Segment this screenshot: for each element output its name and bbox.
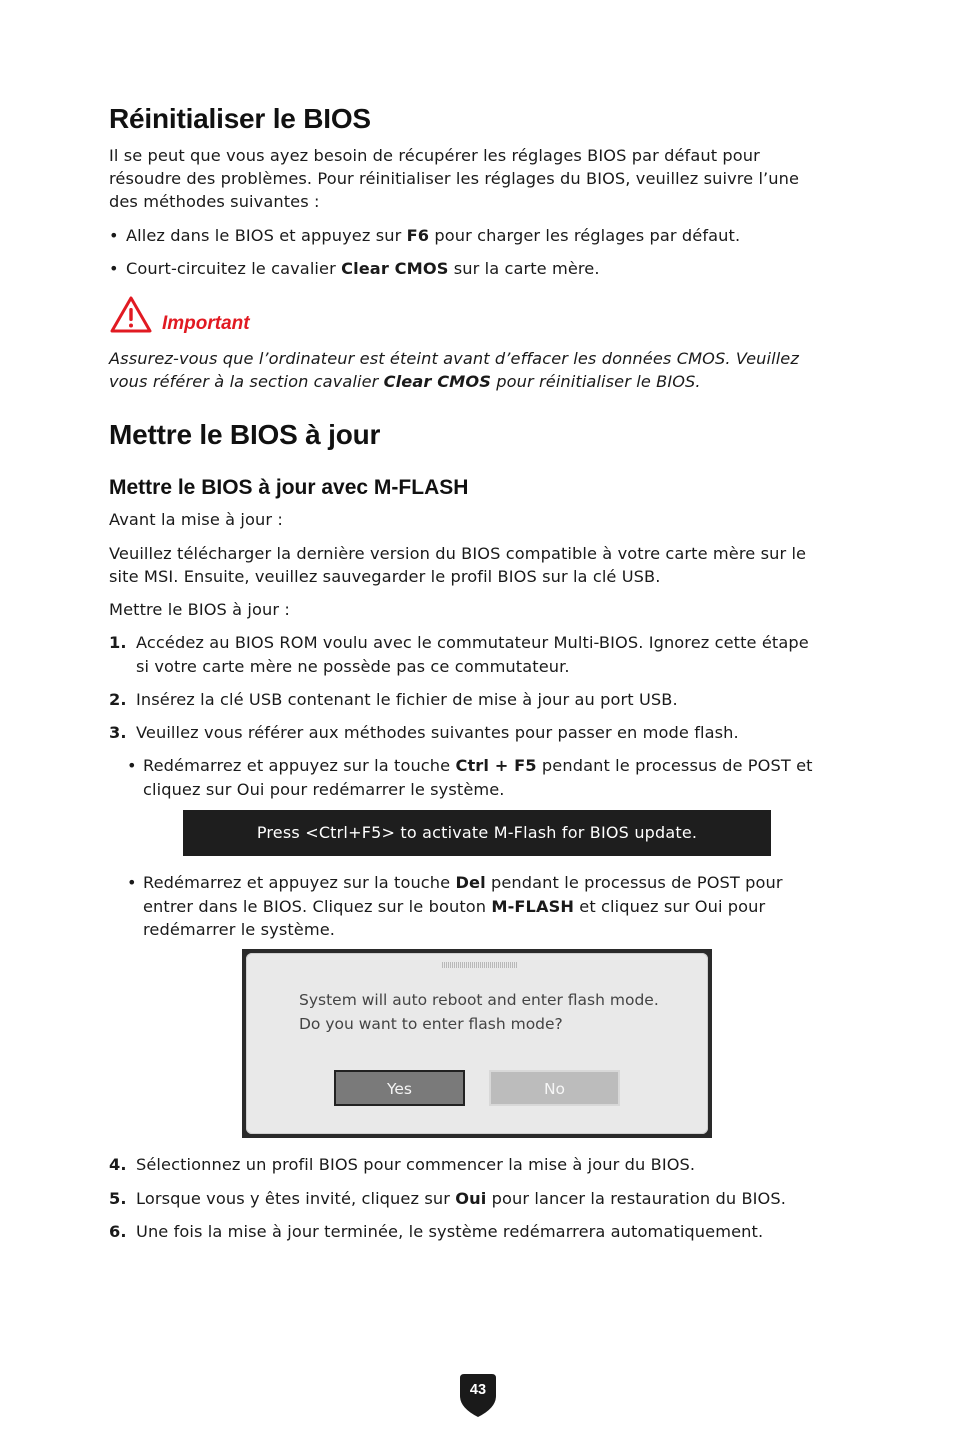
step-text: Lorsque vous y êtes invité, cliquez sur xyxy=(136,1189,456,1208)
step-number: 2. xyxy=(109,690,127,709)
important-text: pour réinitialiser le BIOS. xyxy=(491,372,701,391)
sub-text: Redémarrez et appuyez sur la touche xyxy=(143,873,456,892)
sub-text: Redémarrez et appuyez sur la touche xyxy=(143,756,456,775)
flash-mode-dialog-screenshot xyxy=(242,949,712,1138)
reset-intro-line1: Il se peut que vous ayez besoin de récupérer les réglages BIOS par défaut pour xyxy=(109,146,760,165)
sub-text: et cliquez sur Oui pour xyxy=(574,896,766,916)
important-text: vous référer à la section cavalier xyxy=(109,372,384,391)
sub-text: pendant le processus de POST pour xyxy=(485,873,783,892)
step-text: si votre carte mère ne possède pas ce commutateur. xyxy=(136,656,570,676)
reset-intro-line2: résoudre des problèmes. Pour réinitialiser les réglages du BIOS, veuillez suivre l’une xyxy=(109,169,800,188)
sub-text: entrer dans le BIOS. Cliquez sur le bouton xyxy=(143,896,492,916)
subsection-title-mflash: Mettre le BIOS à jour avec M-FLASH xyxy=(109,476,469,499)
no-button[interactable]: No xyxy=(489,1070,620,1106)
step-number: 3. xyxy=(109,723,127,742)
bullet-text: sur la carte mère. xyxy=(448,259,600,278)
important-text-line1: Assurez-vous que l’ordinateur est éteint avant d’effacer les données CMOS. Veuillez xyxy=(109,349,799,368)
warning-icon xyxy=(109,295,153,335)
step-number: 6. xyxy=(109,1222,127,1241)
important-callout xyxy=(109,295,409,337)
sub-text: redémarrer le système. xyxy=(143,920,336,939)
section-title-reset: Réinitialiser le BIOS xyxy=(109,103,371,134)
reset-intro-line3: des méthodes suivantes : xyxy=(109,192,320,211)
drag-grip xyxy=(442,962,518,968)
flash-mode-dialog xyxy=(246,953,708,1134)
dialog-message-line1: System will auto reboot and enter flash mode. xyxy=(299,991,659,1009)
dialog-message-line2: Do you want to enter flash mode? xyxy=(299,1015,563,1033)
step-number: 5. xyxy=(109,1189,127,1208)
bullet: • xyxy=(127,756,137,775)
before-update-line1: Veuillez télécharger la dernière version du BIOS compatible à votre carte mère sur le xyxy=(109,544,807,563)
yes-button[interactable]: Yes xyxy=(334,1070,465,1106)
page-number-badge xyxy=(458,1372,498,1418)
important-text-line2 xyxy=(109,370,837,394)
key-del: Del xyxy=(455,873,486,892)
before-update-line2: site MSI. Ensuite, veuillez sauvegarder le profil BIOS sur la clé USB. xyxy=(109,567,661,586)
step-text: Accédez au BIOS ROM voulu avec le commutateur Multi-BIOS. Ignorez cette étape xyxy=(136,633,809,652)
step-text: pour lancer la restauration du BIOS. xyxy=(486,1189,787,1208)
page-number: 43 xyxy=(469,1382,487,1398)
before-update-label: Avant la mise à jour : xyxy=(109,510,283,529)
mflash-button-term: M-FLASH xyxy=(491,896,575,916)
bullet-text: Court-circuitez le cavalier xyxy=(126,259,342,278)
important-label: Important xyxy=(162,313,250,334)
bullet: • xyxy=(109,259,119,278)
step-text: Sélectionnez un profil BIOS pour commencer la mise à jour du BIOS. xyxy=(136,1155,696,1174)
clear-cmos-term: Clear CMOS xyxy=(383,372,492,391)
bullet: • xyxy=(109,226,119,245)
step-text: Veuillez vous référer aux méthodes suivantes pour passer en mode flash. xyxy=(136,723,739,742)
update-label: Mettre le BIOS à jour : xyxy=(109,600,290,619)
clear-cmos-term: Clear CMOS xyxy=(341,259,449,278)
sub-text: cliquez sur Oui pour redémarrer le système. xyxy=(143,779,505,799)
key-ctrl-f5: Ctrl + F5 xyxy=(455,756,537,775)
post-screen-message: Press <Ctrl+F5> to activate M-Flash for BIOS update. xyxy=(183,810,771,856)
step-number: 4. xyxy=(109,1155,127,1174)
section-title-update: Mettre le BIOS à jour xyxy=(109,419,381,450)
bullet: • xyxy=(127,873,137,892)
bullet-text: pour charger les réglages par défaut. xyxy=(429,226,741,245)
step-text: Insérez la clé USB contenant le fichier de mise à jour au port USB. xyxy=(136,690,678,709)
key-f6: F6 xyxy=(406,226,430,245)
oui-term: Oui xyxy=(455,1189,487,1208)
sub-text: pendant le processus de POST et xyxy=(536,756,813,775)
step-text: Une fois la mise à jour terminée, le système redémarrera automatiquement. xyxy=(136,1222,764,1241)
bullet-text: Allez dans le BIOS et appuyez sur xyxy=(126,226,407,245)
step-number: 1. xyxy=(109,633,127,652)
